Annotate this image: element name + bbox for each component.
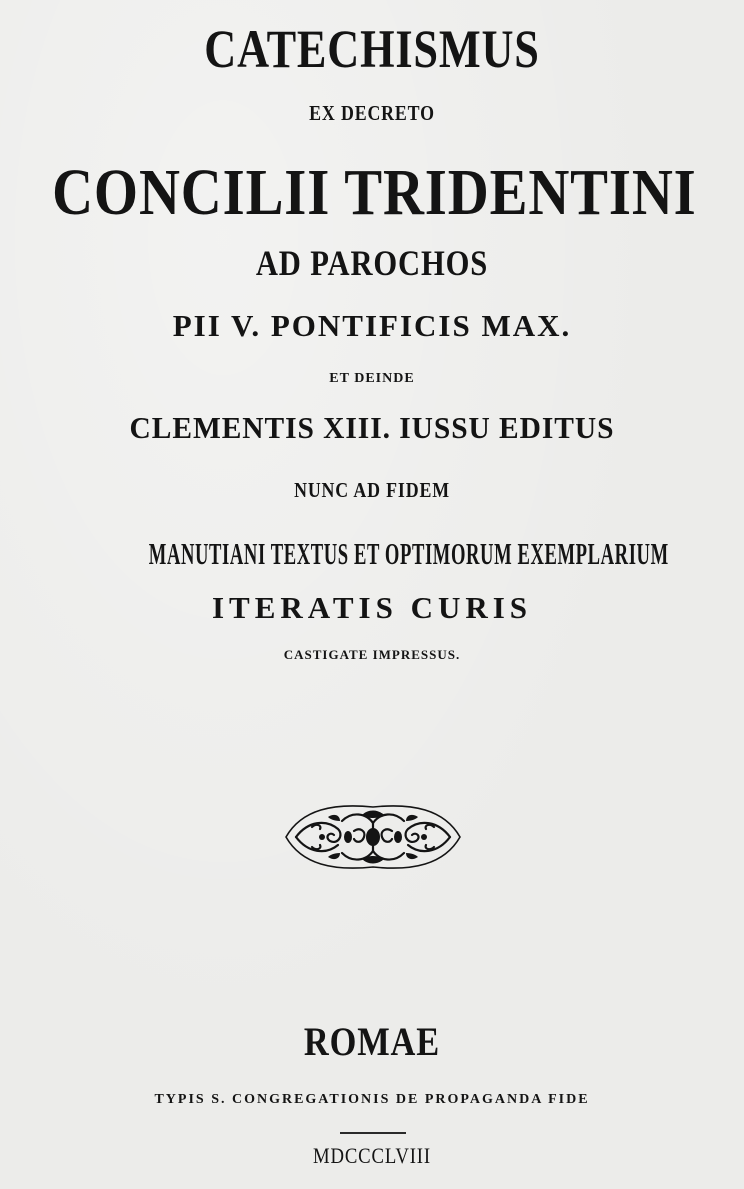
ad-parochos-line: AD PAROCHOS [255, 243, 489, 283]
pope-pius-line: PII V. PONTIFICIS MAX. [172, 308, 572, 343]
imprint-printer: TYPIS S. CONGREGATIONIS DE PROPAGANDA FIDE [154, 1092, 590, 1107]
pope-clement-line: CLEMENTIS XIII. IUSSU EDITUS [129, 410, 615, 445]
council-line: CONCILII TRIDENTINI [52, 156, 697, 229]
book-title: CATECHISMUS [204, 19, 540, 79]
floral-vignette-icon [282, 797, 464, 877]
imprint-year: MDCCCLVIII [313, 1143, 431, 1168]
et-deinde-line: ET DEINDE [329, 371, 415, 386]
ex-decreto-line: EX DECRETO [309, 101, 435, 125]
castigate-line: CASTIGATE IMPRESSUS. [283, 647, 461, 662]
nunc-ad-fidem-line: NUNC AD FIDEM [294, 478, 450, 502]
iteratis-curis-line: ITERATIS CURIS [211, 590, 533, 625]
divider-rule [340, 1132, 406, 1134]
imprint-place: ROMAE [303, 1019, 441, 1064]
manutiani-line: MANUTIANI TEXTUS ET OPTIMORUM EXEMPLARIUM [148, 536, 669, 571]
